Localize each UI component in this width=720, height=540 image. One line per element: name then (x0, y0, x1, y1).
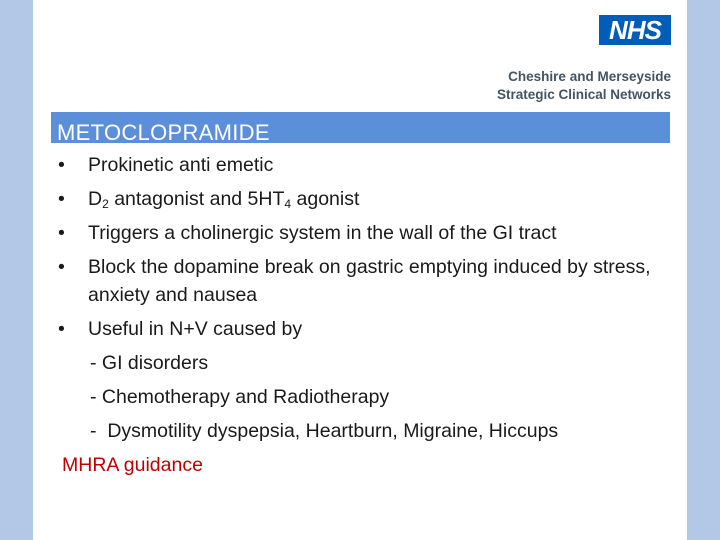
bullet-text: Prokinetic anti emetic (88, 154, 274, 176)
bullet-icon: • (58, 318, 65, 340)
bullet-icon: • (58, 188, 65, 210)
title-bar (51, 112, 670, 143)
subscript: 2 (102, 197, 109, 211)
bullet-text (88, 188, 359, 210)
bullet-text: Useful in N+V caused by (88, 318, 303, 340)
bullet-list (58, 148, 668, 482)
slide-title: METOCLOPRAMIDE (57, 120, 270, 143)
bullet-icon: • (58, 222, 65, 244)
bullet-item (58, 216, 668, 250)
sub-item: - Dysmotility dyspepsia, Heartburn, Migraine, Hiccups (90, 420, 559, 442)
sub-item: - Chemotherapy and Radiotherapy (90, 386, 390, 408)
text-part: agonist (291, 188, 360, 210)
text-part: D (88, 188, 103, 210)
org-line-1: Cheshire and Merseyside (508, 69, 671, 84)
bullet-icon: • (58, 154, 65, 176)
bullet-item (58, 250, 668, 312)
bullet-item (58, 312, 668, 346)
bullet-text: Triggers a cholinergic system in the wall of the GI tract (88, 222, 557, 244)
bullet-icon: • (58, 256, 65, 278)
sub-item: - GI disorders (90, 352, 209, 374)
organization-name (497, 68, 671, 104)
bullet-text: Block the dopamine break on gastric emptying induced by stress, anxiety and nausea (88, 256, 651, 306)
nhs-logo: NHS (599, 15, 671, 45)
bullet-item (58, 148, 668, 182)
bullet-item (58, 182, 668, 216)
subscript: 4 (284, 197, 292, 211)
org-line-2: Strategic Clinical Networks (496, 87, 671, 102)
text-part: antagonist and 5HT (108, 188, 285, 210)
mhra-guidance-link[interactable]: MHRA guidance (62, 454, 203, 476)
